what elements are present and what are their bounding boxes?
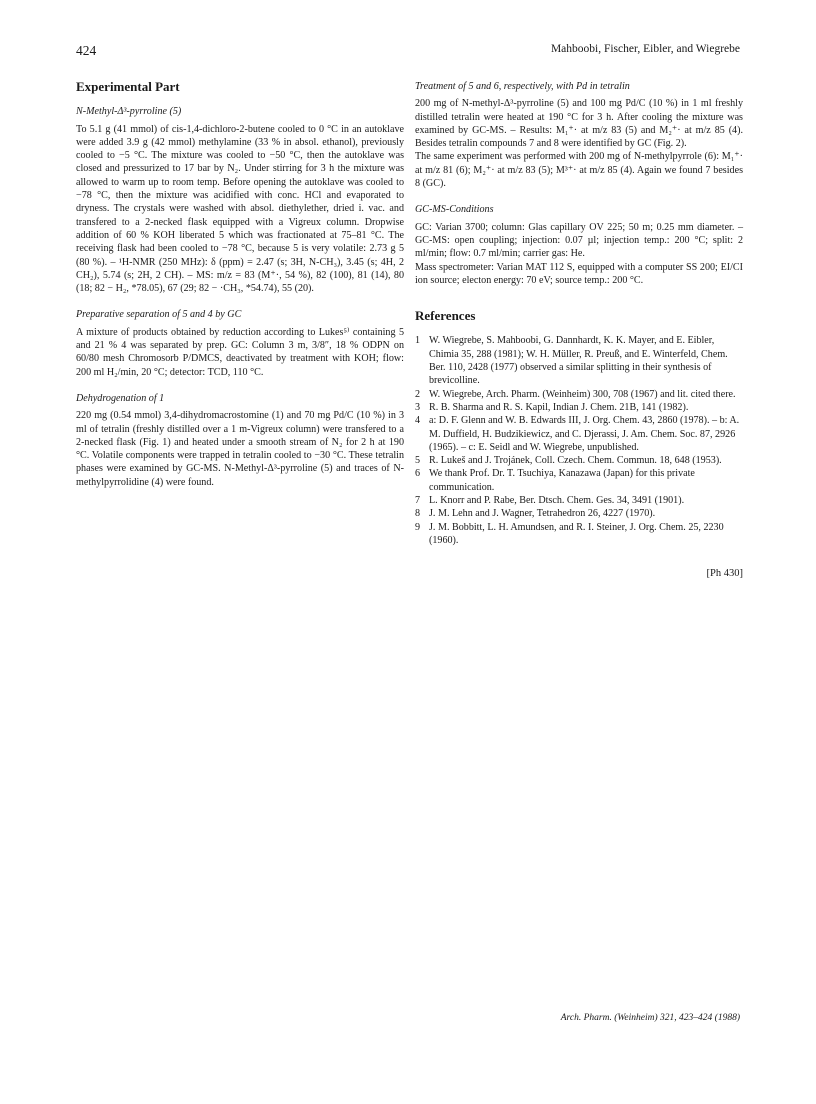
reference-text: R. B. Sharma and R. S. Kapil, Indian J. Chem. 21B, 141 (1982).: [429, 401, 689, 413]
section-title: Experimental Part: [76, 79, 180, 94]
gcms-conditions-section: [415, 203, 743, 287]
reference-item: [415, 467, 743, 494]
reference-number: 9: [415, 521, 421, 533]
dehydrogenation-heading: Dehydrogenation of 1: [76, 392, 165, 404]
reference-text: W. Wiegrebe, S. Mahboobi, G. Dannhardt, K. K. Mayer, and E. Eibler, Chimia 35, 288 (1981); W. H. Müller, R. Preuß, and E. Winterfeld, Chem. Ber. 110, 2428 (1977) observed a similar splitting in their synthesis of brevicolline.: [429, 335, 728, 387]
methylpyrroline-heading: N-Methyl-Δ³-pyrroline (5): [76, 106, 182, 118]
methylpyrroline-paragraph: To 5.1 g (41 mmol) of cis-1,4-dichloro-2-butene cooled to 0 °C in an autoklave were added 3.9 g (42 mmol) methylamine (33 % in absol. ethanol), previously cooled to −5 °C. The mixture was cooled to −50 °C, then the autoklave was closed and pressurized to 17 bar by N₂. Under stirring for 3 h the mixture was allowed to warm up to room temp. Before opening the autoklave was cooled to −78 °C, then the mixture was acidified with conc. HCl and evaporated to dryness. The crystals were washed with absol. diethylether, dried i. vac. and transfered to a 2-necked flask equipped with a Vigreux column. Dropwise addition of 60 % KOH liberated 5 which was fractionated at 75–81 °C. The receiving flask had been cooled to −78 °C, because 5 is very volatile: 2.73 g 5 (80 %). – ¹H-NMR (250 MHz): δ (ppm) = 2.47 (s; 3H, N-CH₃), 3.45 (s; 4H, 2 CH₂), 5.74 (s; 2H, 2 CH). – MS: m/z = 83 (M⁺·, 54 %), 82 (100), 81 (14), 80 (18; 82 − H₂, *78.05), 67 (29; 82 − ·CH₃, *54.74), 55 (20).: [76, 123, 404, 295]
reference-item: [415, 334, 743, 387]
pd-treatment-paragraph: The same experiment was performed with 200 mg of N-methylpyrrole (6): M₁⁺· at m/z 81 (6); M₂⁺· at m/z 83 (5); M³⁺· at m/z 85 (4). Again we found 7 besides 8 (GC).: [415, 151, 743, 190]
reference-item: [415, 388, 743, 401]
reference-number: 4: [415, 415, 421, 427]
reference-number: 6: [415, 468, 421, 480]
references-title: References: [415, 308, 476, 324]
pd-treatment-paragraph: 200 mg of N-methyl-Δ³-pyrroline (5) and 100 mg Pd/C (10 %) in 1 ml freshly distilled tetralin were heated at 190 °C for 3 h. After cooling the mixture was examined by GC-MS. – Results: M₁⁺· at m/z 83 (5) and M₂⁺· at m/z 85 (4). Besides tetralin compounds 7 and 8 were identified by GC (Fig. 2).: [415, 98, 743, 150]
reference-item: [415, 454, 743, 467]
gc-separation-paragraph: A mixture of products obtained by reduction according to Lukes⁵⁾ containing 5 and 21 % 4 was separated by prep. GC: Column 3 m, 3/8″, 18 % ODPN on 60/80 mesh Chromosorb P/DMCS, deactivated by treatment with KOH; flow: 200 ml H₂/min, 20 °C; detector: TCD, 110 °C.: [76, 326, 404, 378]
reference-number: 5: [415, 455, 421, 467]
methylpyrroline-section: [76, 105, 404, 295]
reference-item: [415, 401, 743, 414]
left-column: [76, 80, 404, 502]
pd-treatment-section: [415, 80, 743, 190]
reference-text: J. M. Lehn and J. Wagner, Tetrahedron 26, 4227 (1970).: [429, 508, 656, 520]
pd-treatment-heading: Treatment of 5 and 6, respectively, with Pd in tetralin: [415, 81, 630, 92]
gc-separation-section: [76, 308, 404, 378]
reference-item: [415, 507, 743, 520]
dehydrogenation-paragraph: 220 mg (0.54 mmol) 3,4-dihydromacrostomine (1) and 70 mg Pd/C (10 %) in 3 ml of tetralin (freshly distilled over a 1 m-Vigreux column) were transfered to a 2-necked flask (Fig. 1) and heated under a smooth stream of N₂ for 2 h at 190 °C. Volatile components were trapped in tetralin cooled to −30 °C. These tetralin phases were examined by GC-MS. N-Methyl-Δ³-pyrroline (5) and traces of N-methylpyrrolidine (4) were found.: [76, 410, 404, 488]
reference-text: We thank Prof. Dr. T. Tsuchiya, Kanazawa (Japan) for this private communication.: [429, 468, 695, 493]
reference-text: J. M. Bobbitt, L. H. Amundsen, and R. I. Steiner, J. Org. Chem. 25, 2230 (1960).: [429, 521, 724, 546]
journal-citation-footer: Arch. Pharm. (Weinheim) 321, 423–424 (1988): [560, 1013, 740, 1023]
reference-text: a: D. F. Glenn and W. B. Edwards III, J. Org. Chem. 43, 2860 (1978). – b: A. M. Duffield, H. Budzikiewicz, and C. Djerassi, J. Am. Chem. Soc. 87, 2926 (1965). – c: E. Seidl and W. Wiegrebe, unpublished.: [429, 415, 740, 453]
right-column: [415, 80, 743, 581]
reference-number: 2: [415, 388, 421, 400]
reference-number: 3: [415, 401, 421, 413]
gcms-conditions-heading: GC-MS-Conditions: [415, 204, 494, 216]
manuscript-tag: [Ph 430]: [706, 568, 743, 580]
reference-number: 8: [415, 508, 421, 520]
reference-number: 1: [415, 335, 421, 347]
reference-number: 7: [415, 495, 421, 507]
gc-separation-heading: Preparative separation of 5 and 4 by GC: [76, 309, 242, 321]
reference-item: [415, 521, 743, 548]
gcms-conditions-paragraph: Mass spectrometer: Varian MAT 112 S, equipped with a computer SS 200; EI/CI ion source; electon energy: 70 eV; source temp.: 200 °C.: [415, 261, 743, 286]
running-head: Mahboobi, Fischer, Eibler, and Wiegrebe: [550, 43, 740, 55]
page-number: 424: [76, 43, 97, 58]
reference-item: [415, 414, 743, 454]
dehydrogenation-section: [76, 392, 404, 489]
reference-text: W. Wiegrebe, Arch. Pharm. (Weinheim) 300, 708 (1967) and lit. cited there.: [429, 388, 736, 400]
reference-text: R. Lukeš and J. Trojánek, Coll. Czech. Chem. Commun. 18, 648 (1953).: [429, 455, 722, 467]
gcms-conditions-paragraph: GC: Varian 3700; column: Glas capillary OV 225; 50 m; 0.25 mm diameter. – GC-MS: open coupling; injection: 0.07 µl; injection temp.: 200 °C; split: 2 ml/min; flow: 0.7 ml/min; carrier gas: He.: [415, 221, 743, 260]
references-list: [415, 334, 743, 547]
reference-item: [415, 494, 743, 507]
reference-text: L. Knorr and P. Rabe, Ber. Dtsch. Chem. Ges. 34, 3491 (1901).: [429, 495, 685, 507]
